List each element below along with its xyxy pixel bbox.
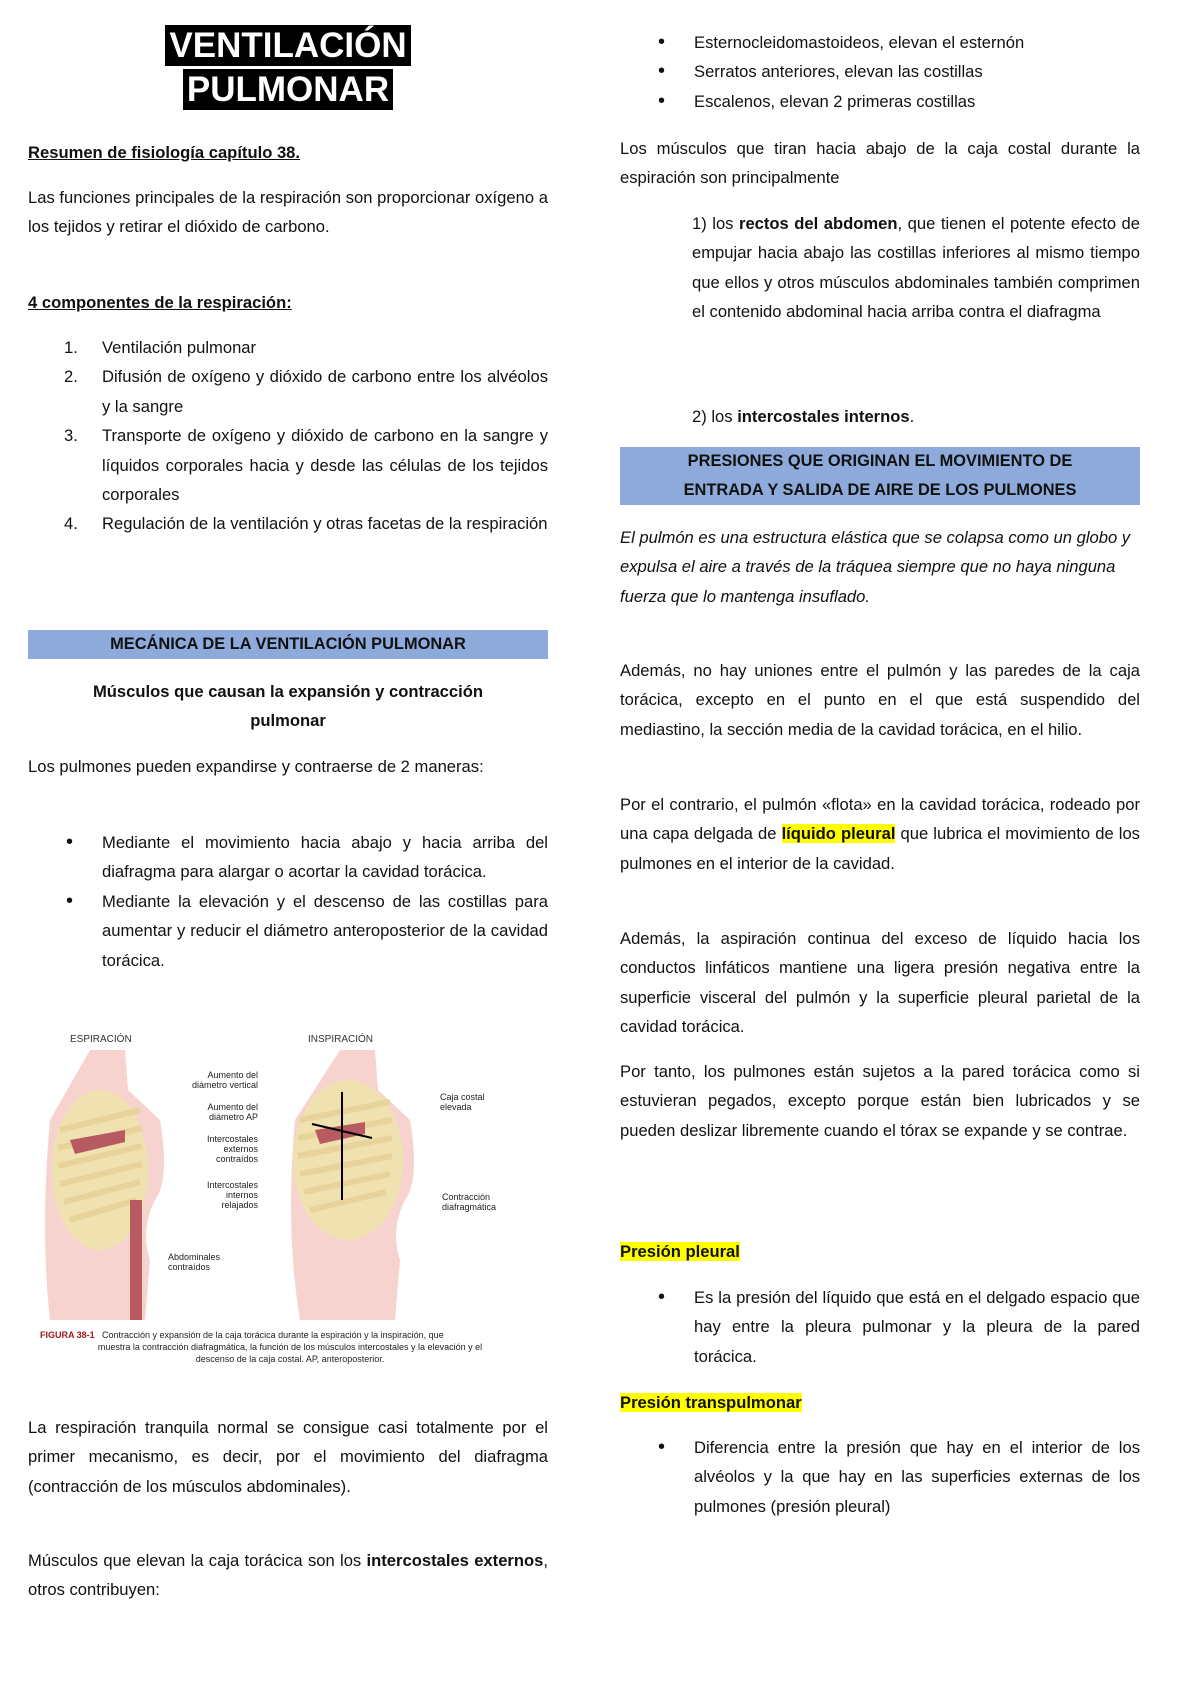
elevate-paragraph: Músculos que elevan la caja torácica son los intercostales externos, otros contribuyen:	[28, 1551, 549, 1600]
figure-caption-label: FIGURA 38-1	[40, 1330, 95, 1340]
pleural-pressure-heading: Presión pleural	[620, 1242, 740, 1261]
figure-label-expiracion: ESPIRACIÓN	[70, 1034, 132, 1045]
figure-label-inspiracion: INSPIRACIÓN	[308, 1034, 374, 1045]
figure-caption-line: muestra la contracción diafragmática, la función de los músculos intercostales y la elevación y el	[97, 1342, 483, 1352]
list-item: • Diferencia entre la presión que hay en el interior de los alvéolos y la que hay en las superficies externas de los pulmones (presión pleural)	[620, 1433, 1140, 1521]
bullet-icon: •	[658, 60, 666, 83]
quiet-breathing-paragraph: La respiración tranquila normal se consigue casi totalmente por el primer mecanismo, es decir, por el movimiento del diafragma (contracción de los músculos abdominales).	[28, 1418, 548, 1496]
muscles-heading: Músculos que causan la expansión y contracción pulmonar	[92, 682, 484, 731]
bullet-icon: •	[66, 831, 74, 853]
list-item: • Mediante la elevación y el descenso de las costillas para aumentar y reducir el diámetro anteroposterior de la cavidad torácica.	[28, 887, 548, 975]
svg-text:contraídos: contraídos	[215, 1154, 258, 1164]
list-item: 3. Transporte de oxígeno y dióxido de carbono en la sangre y líquidos corporales hacia y desde las células de los tejidos corporales	[64, 426, 548, 505]
figure-caption-line: descenso de la caja costal. AP, anteroposterior.	[195, 1354, 385, 1364]
svg-text:elevada: elevada	[440, 1102, 472, 1112]
list-item: • Mediante el movimiento hacia abajo y hacia arriba del diafragma para alargar o acortar la cavidad torácica.	[28, 828, 548, 887]
bullet-icon: •	[658, 1286, 666, 1308]
svg-text:Abdominales: Abdominales	[168, 1252, 221, 1262]
lymphatic-paragraph: Además, la aspiración continua del exceso de líquido hacia los conductos linfáticos mantiene una ligera presión negativa entre la superficie visceral del pulmón y la superficie pleural parietal de la cavidad torácica.	[620, 929, 1140, 1037]
svg-text:Caja costal: Caja costal	[440, 1092, 485, 1102]
svg-text:externos: externos	[223, 1144, 258, 1154]
title-line-1: VENTILACIÓN	[0, 26, 576, 66]
elastic-lung-paragraph: El pulmón es una estructura elástica que se colapsa como un globo y expulsa el aire a través de la tráquea siempre que no haya ninguna fuerza que lo mantenga insuflado.	[620, 528, 1131, 606]
svg-text:contraídos: contraídos	[168, 1262, 211, 1272]
svg-text:Aumento del: Aumento del	[207, 1070, 258, 1080]
svg-text:Contracción: Contracción	[442, 1192, 491, 1202]
list-item: • Serratos anteriores, elevan las costillas	[620, 57, 1140, 86]
svg-text:Aumento del: Aumento del	[207, 1102, 258, 1112]
list-item: • Escalenos, elevan 2 primeras costillas	[620, 87, 1140, 116]
list-item: • Esternocleidomastoideos, elevan el esternón	[620, 28, 1140, 57]
list-item: 2. Difusión de oxígeno y dióxido de carbono entre los alvéolos y la sangre	[64, 367, 548, 416]
list-item: 4. Regulación de la ventilación y otras facetas de la respiración	[64, 514, 548, 534]
transpulmonary-pressure-list	[620, 1433, 1140, 1521]
expiration-torso-illustration	[45, 1050, 164, 1320]
pull-down-paragraph: Los músculos que tiran hacia abajo de la caja costal durante la espiración son principalmente	[620, 139, 1140, 188]
components-heading: 4 componentes de la respiración:	[28, 293, 292, 312]
ways-list	[28, 828, 548, 975]
contributors-list	[620, 28, 1140, 116]
internal-intercostals-item: 2) los intercostales internos.	[692, 407, 915, 426]
svg-text:diafragmática: diafragmática	[442, 1202, 497, 1212]
ways-intro: Los pulmones pueden expandirse y contraerse de 2 maneras:	[28, 757, 484, 776]
subtitle: Resumen de fisiología capítulo 38.	[28, 143, 301, 162]
svg-text:diámetro vertical: diámetro vertical	[191, 1080, 258, 1090]
svg-text:relajados: relajados	[221, 1200, 258, 1210]
bullet-icon: •	[658, 89, 666, 112]
bullet-icon: •	[658, 31, 666, 53]
list-item: 1. Ventilación pulmonar	[64, 338, 257, 357]
attached-lungs-paragraph: Por tanto, los pulmones están sujetos a la pared torácica como si estuvieran pegados, excepto porque están bien lubricados y se pueden deslizar libremente cuando el tórax se expande y se contrae.	[620, 1062, 1140, 1140]
rectus-abdominis-item: 1) los rectos del abdomen, que tienen el potente efecto de empujar hacia abajo las costillas inferiores al mismo tiempo que ellos y otros músculos abdominales también comprimen el contenido abdominal hacia arriba contra el diafragma	[692, 214, 1141, 322]
figure-caption-line: Contracción y expansión de la caja torácica durante la espiración y la inspiración, que	[102, 1330, 444, 1340]
svg-text:Intercostales: Intercostales	[206, 1180, 258, 1190]
inspiration-torso-illustration	[291, 1050, 414, 1320]
list-item: • Es la presión del líquido que está en el delgado espacio que hay entre la pleura pulmonar y la pleura de la pared torácica.	[620, 1283, 1140, 1371]
bullet-icon: •	[66, 889, 74, 912]
bullet-icon: •	[658, 1436, 666, 1458]
svg-text:diámetro AP: diámetro AP	[208, 1112, 258, 1122]
intro-paragraph: Las funciones principales de la respiración son proporcionar oxígeno a los tejidos y retirar el dióxido de carbono.	[28, 188, 548, 237]
figure-respiration	[30, 1030, 550, 1400]
section-header-mecanica: MECÁNICA DE LA VENTILACIÓN PULMONAR	[28, 630, 548, 659]
components-list	[28, 333, 548, 539]
section-header-presiones: PRESIONES QUE ORIGINAN EL MOVIMIENTO DE ENTRADA Y SALIDA DE AIRE DE LOS PULMONES	[620, 447, 1140, 505]
figure-callouts-left	[192, 1070, 259, 1210]
pleural-fluid-paragraph: Por el contrario, el pulmón «flota» en la cavidad torácica, rodeado por una capa delgada de líquido pleural que lubrica el movimiento de los pulmones en el interior de la cavidad.	[620, 795, 1140, 873]
svg-text:Intercostales: Intercostales	[206, 1134, 258, 1144]
pleural-pressure-list	[620, 1283, 1140, 1371]
transpulmonary-pressure-heading: Presión transpulmonar	[620, 1393, 802, 1412]
svg-text:internos: internos	[225, 1190, 258, 1200]
attachments-paragraph: Además, no hay uniones entre el pulmón y las paredes de la caja torácica, excepto en el punto en el que está suspendido del mediastino, la sección media de la cavidad torácica, en el hilio.	[620, 661, 1140, 739]
title-line-2: PULMONAR	[0, 70, 576, 110]
